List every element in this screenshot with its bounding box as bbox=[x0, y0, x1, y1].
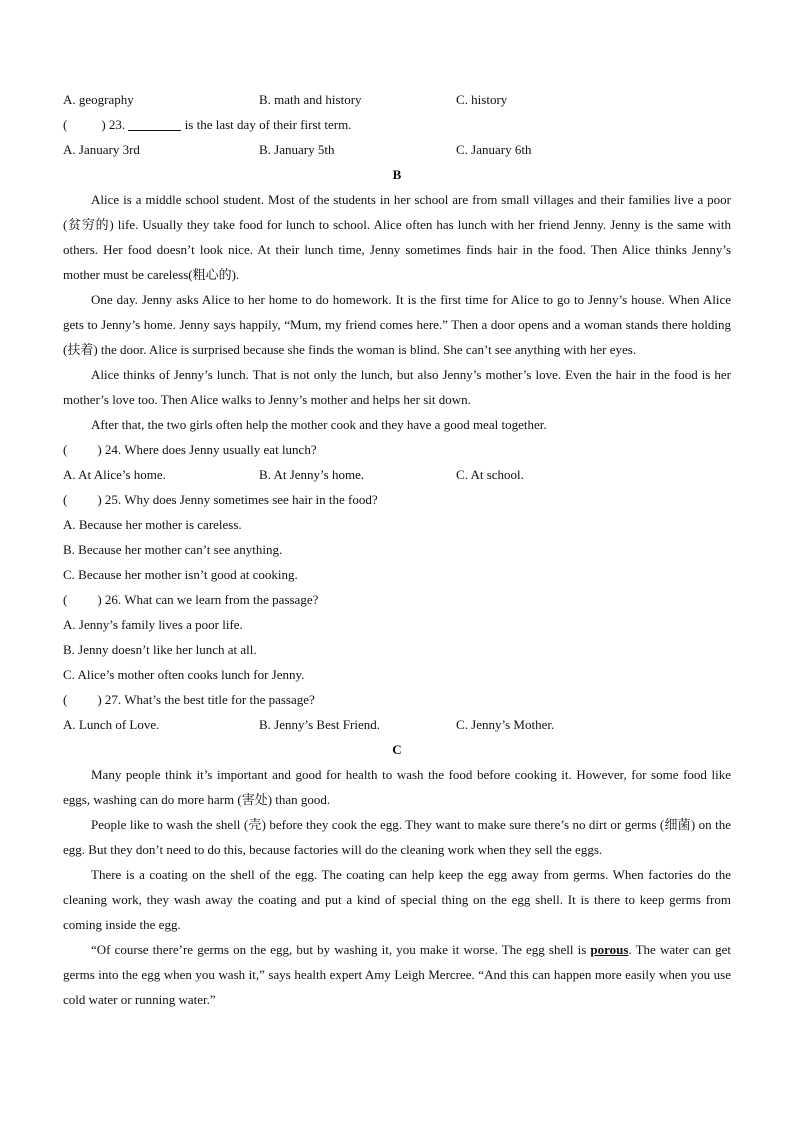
passage-c-paragraph-2: People like to wash the shell (壳) before they cook the egg. They want to make sure there’s no dirt or germs (细菌) on the egg. But they don’t need to do this, because factories will do the cleaning work when they sell the eggs. bbox=[63, 817, 731, 857]
q24-option-a[interactable]: A. At Alice’s home. bbox=[63, 467, 166, 482]
q24-option-c[interactable]: C. At school. bbox=[456, 467, 524, 482]
passage-c-paragraph-1: Many people think it’s important and good for health to wash the food before cooking it. However, for some food like eggs, washing can do more harm (害处) than good. bbox=[63, 767, 731, 807]
passage-b-paragraph-1: Alice is a middle school student. Most of the students in her school are from small villages and their families live a poor (贫穷的) life. Usually they take food for lunch to school. Alice often has lunch with her friend Jenny. Jenny is the same with others. Her food doesn’t look nice. At their lunch time, Jenny sometimes finds hair in the food. Then Alice thinks Jenny’s mother must be careless(粗心的). bbox=[63, 192, 731, 282]
question-25 bbox=[63, 487, 731, 512]
passage-c-p4-before: “Of course there’re germs on the egg, but by washing it, you make it worse. The egg shell is bbox=[91, 942, 591, 957]
question-24-text: ) 24. Where does Jenny usually eat lunch? bbox=[97, 442, 317, 457]
fill-blank-23[interactable] bbox=[128, 116, 181, 131]
passage-b-paragraph-2: One day. Jenny asks Alice to her home to do homework. It is the first time for Alice to go to Jenny’s house. When Alice gets to Jenny’s home. Jenny says happily, “Mum, my friend comes here.” Then a door opens and a woman stands there holding (扶着) the door. Alice is surprised because she finds the woman is blind. She can’t see anything with her eyes. bbox=[63, 292, 731, 357]
answer-paren-open: ( bbox=[63, 692, 68, 707]
q23-option-c[interactable]: C. January 6th bbox=[456, 142, 532, 157]
answer-paren-open: ( bbox=[63, 117, 68, 132]
question-23-number: ) 23. bbox=[101, 117, 126, 132]
question-24 bbox=[63, 437, 731, 462]
q23-options bbox=[63, 137, 731, 162]
q27-option-c[interactable]: C. Jenny’s Mother. bbox=[456, 717, 555, 732]
section-b-heading: B bbox=[392, 167, 402, 182]
q22-option-b[interactable]: B. math and history bbox=[259, 92, 362, 107]
question-23-text: is the last day of their first term. bbox=[184, 117, 352, 132]
question-26 bbox=[63, 587, 731, 612]
section-c-heading: C bbox=[392, 742, 402, 757]
question-26-text: ) 26. What can we learn from the passage? bbox=[97, 592, 319, 607]
q25-option-c[interactable]: C. Because her mother isn’t good at cooking. bbox=[63, 567, 298, 582]
question-27 bbox=[63, 687, 731, 712]
question-27-text: ) 27. What’s the best title for the passage? bbox=[97, 692, 315, 707]
q27-option-b[interactable]: B. Jenny’s Best Friend. bbox=[259, 717, 380, 732]
q22-option-c[interactable]: C. history bbox=[456, 92, 508, 107]
passage-c-p4-after: . The water can get germs into the egg when you wash it,” says health expert Amy Leigh Mercree. “And this can happen more easily when you use cold water or running water.” bbox=[63, 942, 731, 1007]
q24-options bbox=[63, 462, 731, 487]
keyword-porous: porous bbox=[590, 942, 629, 957]
q25-option-b[interactable]: B. Because her mother can’t see anything. bbox=[63, 542, 283, 557]
q26-option-b[interactable]: B. Jenny doesn’t like her lunch at all. bbox=[63, 642, 257, 657]
q27-option-a[interactable]: A. Lunch of Love. bbox=[63, 717, 160, 732]
q23-option-b[interactable]: B. January 5th bbox=[259, 142, 335, 157]
answer-paren-open: ( bbox=[63, 592, 68, 607]
q23-option-a[interactable]: A. January 3rd bbox=[63, 142, 140, 157]
answer-paren-open: ( bbox=[63, 442, 68, 457]
passage-b-paragraph-4: After that, the two girls often help the mother cook and they have a good meal together. bbox=[91, 417, 547, 432]
passage-c-paragraph-3: There is a coating on the shell of the egg. The coating can help keep the egg away from germs. When factories do the cleaning work, they wash away the coating and put a kind of special thing on the egg shell. It is there to keep germs from coming inside the egg. bbox=[63, 867, 731, 932]
passage-b-paragraph-3: Alice thinks of Jenny’s lunch. That is not only the lunch, but also Jenny’s mother’s love. Even the hair in the food is her mother’s love too. Then Alice walks to Jenny’s mother and helps her sit down. bbox=[63, 367, 731, 407]
q22-option-a[interactable]: A. geography bbox=[63, 92, 134, 107]
question-25-text: ) 25. Why does Jenny sometimes see hair in the food? bbox=[97, 492, 378, 507]
q25-option-a[interactable]: A. Because her mother is careless. bbox=[63, 517, 242, 532]
q26-option-a[interactable]: A. Jenny’s family lives a poor life. bbox=[63, 617, 243, 632]
q24-option-b[interactable]: B. At Jenny’s home. bbox=[259, 467, 365, 482]
answer-paren-open: ( bbox=[63, 492, 68, 507]
q22-options bbox=[63, 87, 731, 112]
q27-options bbox=[63, 712, 731, 737]
q26-option-c[interactable]: C. Alice’s mother often cooks lunch for Jenny. bbox=[63, 667, 305, 682]
question-23 bbox=[63, 112, 731, 137]
passage-c-paragraph-4 bbox=[63, 937, 731, 1012]
exam-page bbox=[63, 87, 731, 1012]
